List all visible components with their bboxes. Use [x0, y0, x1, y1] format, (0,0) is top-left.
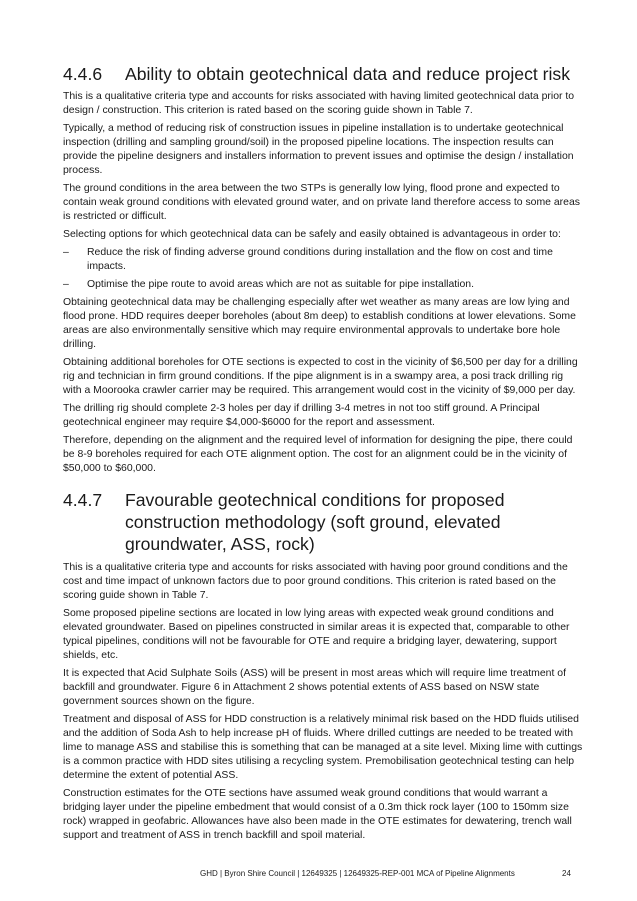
- bullet-list: [63, 246, 583, 292]
- paragraph: Treatment and disposal of ASS for HDD construction is a relatively minimal risk based on the HDD fluids utilised and the addition of Soda Ash to help increase pH of fluids. Where drilled cuttings are needed to be treated with lime to manage ASS and stabilise this is something that can be managed at a site level. Mixing lime with cuttings is a common practice with HDD sites utilising a recycling system. Premobilisation geotechnical testing can help determine the extent of potential ASS.: [63, 714, 583, 781]
- section-heading-4-4-6: [63, 63, 583, 85]
- paragraph: This is a qualitative criteria type and accounts for risks associated with having poor ground conditions and the cost and time impact of unknown factors due to poor ground conditions. This criterion is rated based on the scoring guide shown in Table 7.: [63, 562, 568, 601]
- section-title: Ability to obtain geotechnical data and reduce project risk: [125, 64, 570, 84]
- paragraph: Therefore, depending on the alignment and the required level of information for designing the pipe, there could be 8-9 boreholes required for each OTE alignment option. The cost for an alignment could be in the vicinity of $50,000 to $60,000.: [63, 435, 573, 474]
- dash-bullet-icon: –: [63, 247, 69, 258]
- list-item: [63, 246, 583, 274]
- paragraph: It is expected that Acid Sulphate Soils (ASS) will be present in most areas which will require lime treatment of backfill and groundwater. Figure 6 in Attachment 2 shows potential extents of ASS based on NSW state government sources shown on the figure.: [63, 668, 566, 707]
- list-item-text: Optimise the pipe route to avoid areas which are not as suitable for pipe installation.: [87, 279, 474, 290]
- section-number: 4.4.7: [63, 490, 103, 510]
- paragraph: The drilling rig should complete 2-3 holes per day if drilling 3-4 metres in not too stiff ground. A Principal geotechnical engineer may require $4,000-$6000 for the report and assessment.: [63, 403, 540, 428]
- section-heading-4-4-7: [63, 489, 583, 555]
- section-title: Favourable geotechnical conditions for proposed construction methodology (soft ground, elevated groundwater, ASS, rock): [125, 490, 505, 554]
- paragraph: Selecting options for which geotechnical data can be safely and easily obtained is advantageous in order to:: [63, 229, 561, 240]
- paragraph: Obtaining geotechnical data may be challenging especially after wet weather as many areas are low lying and flood prone. HDD requires deeper boreholes (about 8m deep) to establish conditions at lower elevations. Some areas are also environmentally sensitive which may require environmental approvals to undertake bore hole drilling.: [63, 297, 576, 350]
- paragraph: Some proposed pipeline sections are located in low lying areas with expected weak ground conditions and elevated groundwater. Based on pipelines constructed in similar areas it is expected that, comparable to other typical pipelines, conditions will not be favourable for OTE and require a bridging layer, dewatering, support shields, etc.: [63, 608, 570, 661]
- paragraph: This is a qualitative criteria type and accounts for risks associated with having limited geotechnical data prior to design / construction. This criterion is rated based on the scoring guide shown in Table 7.: [63, 91, 575, 116]
- paragraph: Construction estimates for the OTE sections have assumed weak ground conditions that would warrant a bridging layer under the pipeline embedment that would consist of a 0.3m thick rock layer (100 to 150mm size rock) wrapped in geofabric. Allowances have also been made in the OTE estimates for dewatering, trench wall support and treatment of ASS in trench backfill and spoil material.: [63, 788, 572, 841]
- list-item: [63, 278, 583, 292]
- paragraph: Typically, a method of reducing risk of construction issues in pipeline installation is to undertake geotechnical inspection (drilling and sampling ground/soil) in the proposed pipeline locations. The inspection results can provide the pipeline designers and installers information to prevent issues and optimise the design / installation process.: [63, 123, 574, 176]
- footer-text: GHD | Byron Shire Council | 12649325 | 12649325-REP-001 MCA of Pipeline Alignments: [200, 869, 515, 878]
- list-item-text: Reduce the risk of finding adverse ground conditions during installation and the flow on cost and time impacts.: [87, 247, 553, 272]
- paragraph: Obtaining additional boreholes for OTE sections is expected to cost in the vicinity of $6,500 per day for a drilling rig and technician in firm ground conditions. If the pipe alignment is in a swampy area, a posi track drilling rig with a Moorooka crawler carrier may be required. This arrangement would cost in the vicinity of $9,000 per day.: [63, 357, 578, 396]
- dash-bullet-icon: –: [63, 279, 69, 290]
- section-number: 4.4.6: [63, 64, 103, 84]
- paragraph: The ground conditions in the area between the two STPs is generally low lying, flood prone and expected to contain weak ground conditions with elevated ground water, and on private land therefore access to some areas is restricted or difficult.: [63, 183, 580, 222]
- page-number: 24: [562, 869, 571, 878]
- page-content: [63, 63, 583, 847]
